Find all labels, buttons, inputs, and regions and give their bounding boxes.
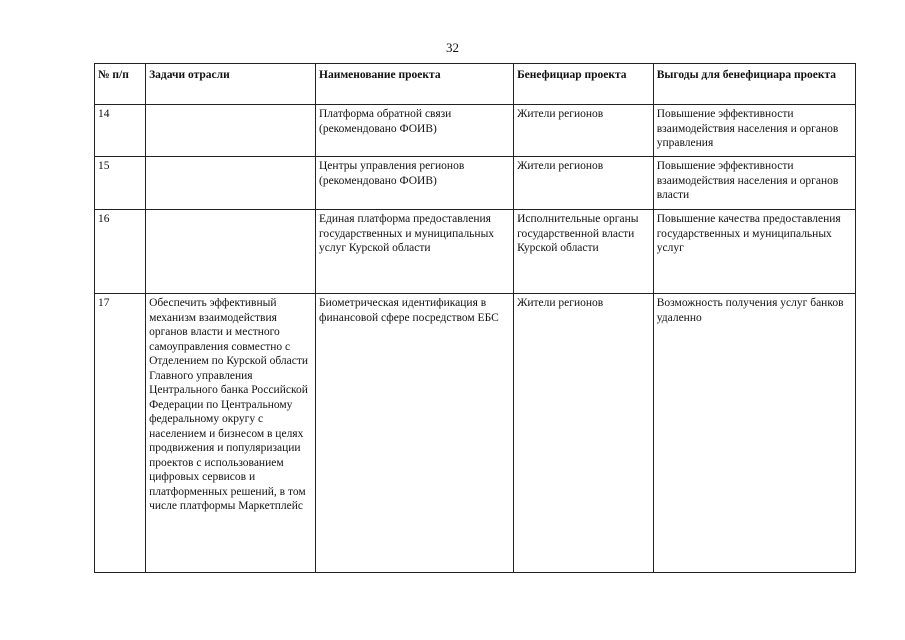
table-row bbox=[95, 157, 856, 210]
cell-project: Платформа обратной связи (рекомендовано ФОИВ) bbox=[316, 105, 514, 157]
cell-number: 16 bbox=[95, 210, 146, 294]
table-row bbox=[95, 105, 856, 157]
header-industry-tasks: Задачи отрасли bbox=[146, 64, 316, 105]
cell-beneficiary: Жители регионов bbox=[514, 105, 654, 157]
cell-number: 15 bbox=[95, 157, 146, 210]
cell-task bbox=[146, 105, 316, 157]
header-beneficiary: Бенефициар проекта bbox=[514, 64, 654, 105]
cell-benefits: Повышение эффективности взаимодействия населения и органов власти bbox=[653, 157, 855, 210]
cell-number: 14 bbox=[95, 105, 146, 157]
header-number: № п/п bbox=[95, 64, 146, 105]
cell-task bbox=[146, 210, 316, 294]
cell-beneficiary: Жители регионов bbox=[514, 157, 654, 210]
cell-project: Единая платформа предоставления государственных и муниципальных услуг Курской области bbox=[316, 210, 514, 294]
header-project-name: Наименование проекта bbox=[316, 64, 514, 105]
table-header-row bbox=[95, 64, 856, 105]
header-benefits: Выгоды для бенефициара проекта bbox=[653, 64, 855, 105]
cell-benefits: Повышение эффективности взаимодействия населения и органов управления bbox=[653, 105, 855, 157]
cell-task bbox=[146, 157, 316, 210]
cell-project: Биометрическая идентификация в финансовой сфере посредством ЕБС bbox=[316, 294, 514, 573]
cell-beneficiary: Исполнительные органы государственной власти Курской области bbox=[514, 210, 654, 294]
cell-benefits: Повышение качества предоставления государственных и муниципальных услуг bbox=[653, 210, 855, 294]
table-row bbox=[95, 294, 856, 573]
cell-task: Обеспечить эффективный механизм взаимодействия органов власти и местного самоуправления совместно с Отделением по Курской области Главного управления Центрального банка Российской Федерации по Центральному федеральному округу с населением и бизнесом в целях продвижения и популяризации проектов с использованием цифровых сервисов и платформенных решений, в том числе платформы Маркетплейс bbox=[146, 294, 316, 573]
cell-number: 17 bbox=[95, 294, 146, 573]
page-number: 32 bbox=[446, 40, 459, 55]
cell-beneficiary: Жители регионов bbox=[514, 294, 654, 573]
projects-table bbox=[94, 63, 856, 573]
table-row bbox=[95, 210, 856, 294]
cell-project: Центры управления регионов (рекомендовано ФОИВ) bbox=[316, 157, 514, 210]
cell-benefits: Возможность получения услуг банков удаленно bbox=[653, 294, 855, 573]
